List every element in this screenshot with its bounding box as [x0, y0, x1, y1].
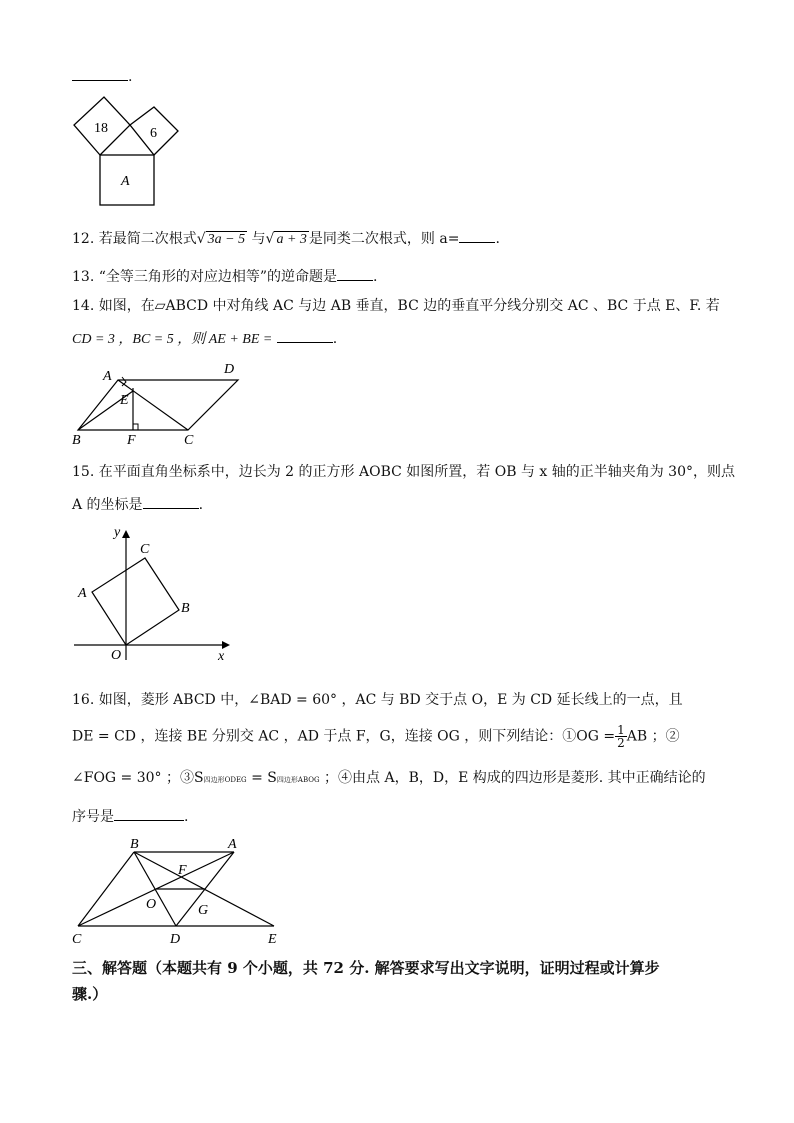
question-12: 12. 若最简二次根式√ 3a − 5 与√ a + 3 是同类二次根式，则 a= .	[72, 228, 500, 249]
point-D: D	[224, 362, 235, 377]
point-D: D	[170, 932, 181, 947]
figure-rhombus	[68, 834, 288, 949]
point-E: E	[120, 393, 129, 408]
point-F: F	[178, 863, 187, 878]
x-axis-arrow	[222, 641, 230, 649]
figure-parallelogram	[68, 358, 248, 448]
axis-x-label: x	[218, 649, 225, 664]
figure-coordinate-square	[68, 520, 238, 665]
q16-answer-blank	[114, 806, 184, 821]
point-O: O	[111, 648, 122, 663]
q11-answer-line	[72, 66, 132, 87]
point-F: F	[127, 433, 136, 448]
point-A: A	[103, 369, 112, 384]
q13-answer-blank	[337, 266, 373, 281]
label-A: A	[121, 174, 130, 189]
question-16-line2: DE = CD ，连接 BE 分别交 AC ，AD 于点 F，G，连接 OG ，则下列结论：①OG = $\frac{1}{2}$ AB ；②	[72, 723, 680, 750]
point-C: C	[140, 542, 150, 557]
question-16-line3: ∠FOG = 30° ；③S四边形ODEG = S四边形ABOG ；④由点 A，B，D，E 构成的四边形是菱形. 其中正确结论的	[72, 770, 706, 786]
question-13: 13. “全等三角形的对应边相等”的逆命题是 .	[72, 266, 378, 287]
point-C: C	[72, 932, 82, 947]
label-18: 18	[94, 121, 108, 136]
root-2: a + 3	[276, 232, 307, 247]
figure-squares	[70, 95, 185, 210]
question-15-line1: 15. 在平面直角坐标系中，边长为 2 的正方形 AOBC 如图所置，若 OB 与 x 轴的正半轴夹角为 30°，则点	[72, 464, 735, 480]
q11-answer-blank	[72, 66, 128, 81]
point-O: O	[146, 897, 157, 912]
axis-y-label: y	[114, 525, 121, 540]
point-C: C	[184, 433, 194, 448]
square-aobc	[92, 558, 179, 645]
q11-end-dot: .	[128, 69, 133, 85]
fraction-one-half: $\frac{1}{2}$	[617, 723, 625, 750]
point-G: G	[198, 903, 209, 918]
q14-answer-blank	[277, 328, 333, 343]
section-3-heading-line1: 三、解答题（本题共有 9 个小题，共 72 分. 解答要求写出文字说明，证明过程或计算步	[72, 959, 660, 977]
right-angle-f	[133, 424, 138, 430]
point-B: B	[72, 433, 81, 448]
point-B: B	[130, 837, 139, 852]
point-B: B	[181, 601, 190, 616]
question-14-line1: 14. 如图，在▱ABCD 中对角线 AC 与边 AB 垂直，BC 边的垂直平分线分别交 AC 、BC 于点 E、F. 若	[72, 298, 720, 314]
question-16-line4: 序号是 .	[72, 806, 188, 827]
parallelogram-abcd	[78, 380, 238, 430]
question-16-line1: 16. 如图，菱形 ABCD 中，∠BAD = 60° ，AC 与 BD 交于点 O，E 为 CD 延长线上的一点，且	[72, 692, 683, 708]
label-6: 6	[150, 126, 157, 141]
point-A: A	[78, 586, 87, 601]
section-3-heading-line2: 骤.）	[72, 985, 108, 1003]
question-15-line2: A 的坐标是 .	[72, 494, 203, 515]
y-axis-arrow	[122, 530, 130, 538]
point-E: E	[268, 932, 277, 947]
q12-answer-blank	[459, 228, 495, 243]
root-1: 3a − 5	[207, 232, 246, 247]
segment-bc	[78, 852, 134, 926]
point-A: A	[228, 837, 237, 852]
question-14-line2: CD = 3 ，BC = 5 ，则 AE + BE = .	[72, 328, 337, 350]
q15-answer-blank	[143, 494, 199, 509]
